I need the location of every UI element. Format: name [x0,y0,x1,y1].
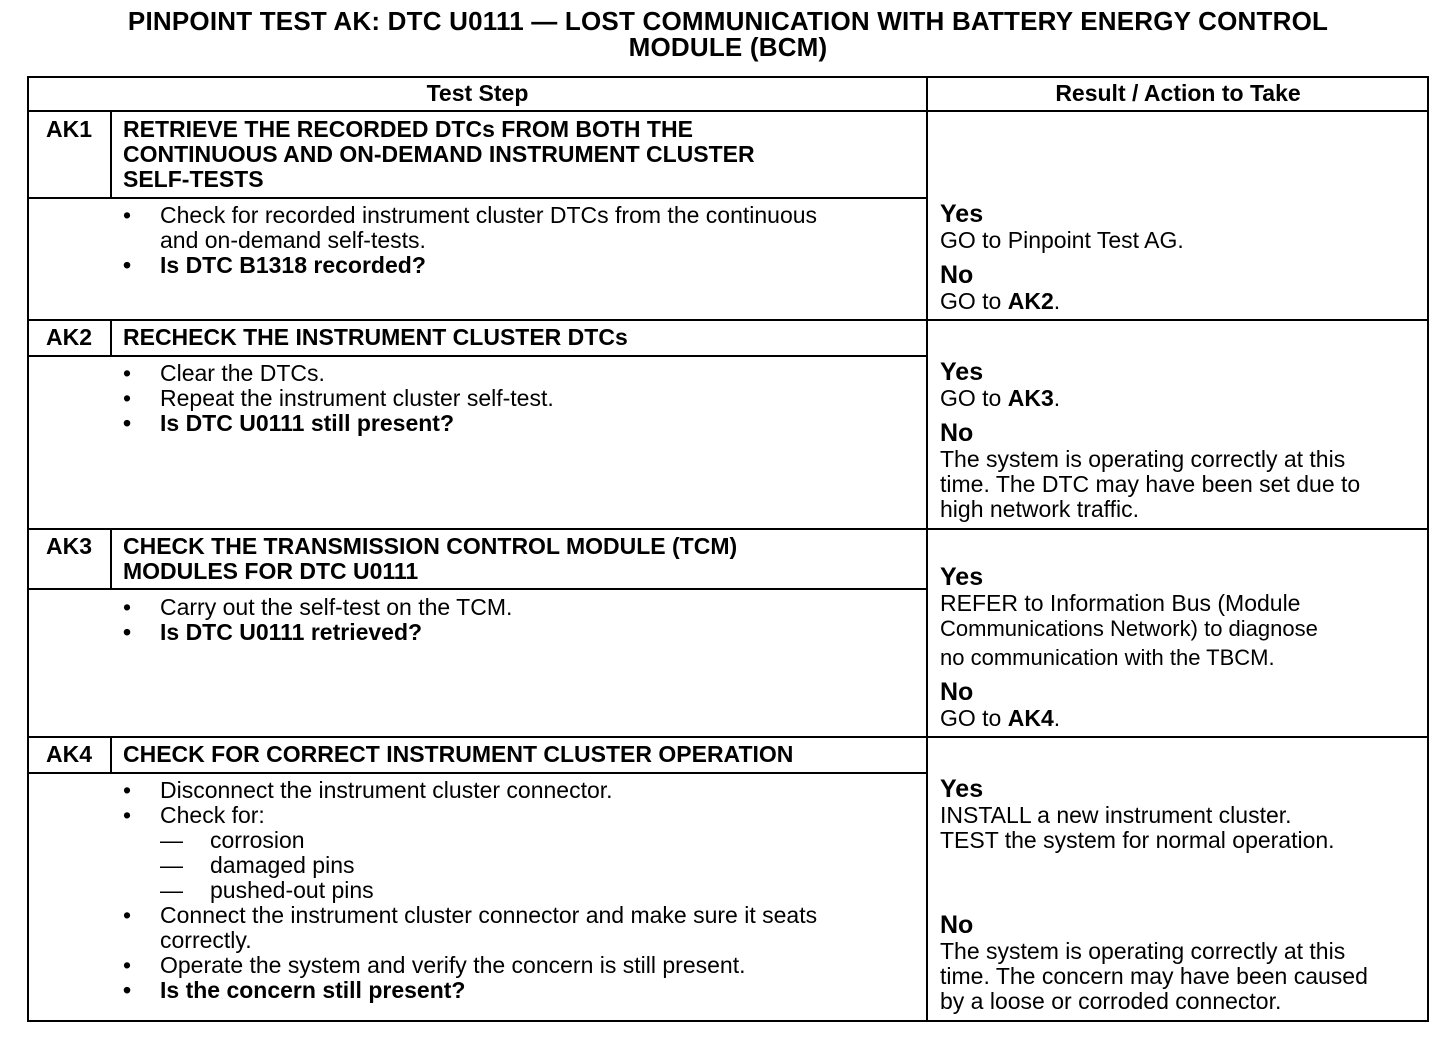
yes-action: GO to Pinpoint Test AG. [940,227,1184,253]
list-item: • Clear the DTCs. [118,361,554,386]
header-test-step: Test Step [426,80,529,106]
bullet-icon: • [122,410,132,436]
step-id-ak2: AK2 [45,324,92,350]
page-title-line-2: MODULE (BCM) [628,32,828,62]
step-title-line: RECHECK THE INSTRUMENT CLUSTER DTCs [123,324,628,350]
yes-action: GO to AK3. [940,385,1061,411]
list-item: • Check for: [118,803,817,828]
column-divider-step-id-ak1 [110,112,112,198]
step-title-ak2 [123,325,628,350]
step-body-ak1 [118,203,817,278]
list-item-question: • Is DTC U0111 still present? [118,411,554,436]
list-item: • Carry out the self-test on the TCM. [118,595,512,620]
yes-label: Yes [940,563,984,591]
list-item-question: • Is DTC U0111 retrieved? [118,620,512,645]
list-item: • Disconnect the instrument cluster connector. [118,778,817,803]
step-body-ak2 [118,361,554,436]
column-divider-result [926,76,928,1022]
bullet-icon: • [122,252,132,278]
step-title-line: CHECK FOR CORRECT INSTRUMENT CLUSTER OPERATION [123,741,794,767]
yes-label: Yes [940,358,984,386]
bullet-icon: • [122,385,132,411]
step-title-line: CHECK THE TRANSMISSION CONTROL MODULE (TCM) [123,533,738,559]
result-ak1 [940,201,1184,314]
yes-label: Yes [940,200,984,228]
header-divider [27,110,1429,112]
no-label: No [940,911,974,939]
row-divider-ak2 [27,319,1429,321]
bullet-icon: • [122,360,132,386]
step-title-line: SELF-TESTS [123,166,264,192]
step-id-ak4: AK4 [45,741,92,767]
column-divider-step-id-ak3 [110,529,112,589]
step-title-ak3 [123,534,737,584]
step-body-ak4 [118,778,817,1003]
step-id-ak1: AK1 [45,116,92,142]
bullet-icon: • [122,902,132,928]
step-title-line: CONTINUOUS AND ON-DEMAND INSTRUMENT CLUSTER [123,141,755,167]
title-divider-ak4 [27,772,927,774]
page-title-line-1: PINPOINT TEST AK: DTC U0111 — LOST COMMUNICATION WITH BATTERY ENERGY CONTROL [127,6,1329,36]
row-divider-ak3 [27,528,1429,530]
yes-action: INSTALL a new instrument cluster. TEST the system for normal operation. [940,802,1335,853]
dash-icon: — [160,852,183,878]
row-divider-ak4 [27,736,1429,738]
bullet-icon: • [122,802,132,828]
no-action: GO to AK4. [940,705,1061,731]
no-action: The system is operating correctly at this time. The DTC may have been set due to high network traffic. [940,446,1361,522]
bullet-icon: • [122,594,132,620]
step-title-line: RETRIEVE THE RECORDED DTCs FROM BOTH THE [123,116,693,142]
dash-icon: — [160,877,183,903]
no-label: No [940,678,974,706]
sub-list-item: — pushed-out pins [160,877,374,903]
step-id-ak3: AK3 [45,533,92,559]
list-item-question: • Is DTC B1318 recorded? [118,253,817,278]
list-item: • Connect the instrument cluster connector and make sure it seats correctly. [118,903,817,953]
list-item: • Repeat the instrument cluster self-test. [118,386,554,411]
step-title-ak1 [123,117,755,192]
title-divider-ak1 [27,197,927,199]
list-item: • Check for recorded instrument cluster DTCs from the continuous and on-demand self-tests. [118,203,817,253]
result-ak2 [940,359,1360,522]
no-action: The system is operating correctly at this time. The concern may have been caused by a loose or corroded connector. [940,938,1368,1014]
no-action: GO to AK2. [940,288,1061,314]
no-label: No [940,261,974,289]
result-ak3 [940,564,1318,731]
no-label: No [940,419,974,447]
yes-label: Yes [940,775,984,803]
column-divider-step-id-ak4 [110,737,112,773]
page-title [28,8,1428,60]
step-title-line: MODULES FOR DTC U0111 [123,558,419,584]
step-title-ak4 [123,742,793,767]
header-result-action: Result / Action to Take [1055,80,1301,106]
dash-icon: — [160,827,183,853]
bullet-icon: • [122,777,132,803]
result-ak4-yes [940,776,1335,853]
bullet-icon: • [122,619,132,645]
title-divider-ak2 [27,355,927,357]
bullet-icon: • [122,977,132,1003]
column-divider-step-id-ak2 [110,320,112,356]
title-divider-ak3 [27,588,927,590]
bullet-icon: • [122,202,132,228]
list-item-question: • Is the concern still present? [118,978,817,1003]
list-item: • Operate the system and verify the concern is still present. [118,953,817,978]
yes-action: REFER to Information Bus (Module Communications Network) to diagnose no communication with the TBCM. [940,590,1318,670]
sub-list-item: — corrosion [160,827,305,853]
result-ak4-no [940,912,1368,1014]
step-body-ak3 [118,595,512,645]
sub-list-item: — damaged pins [160,852,355,878]
bullet-icon: • [122,952,132,978]
